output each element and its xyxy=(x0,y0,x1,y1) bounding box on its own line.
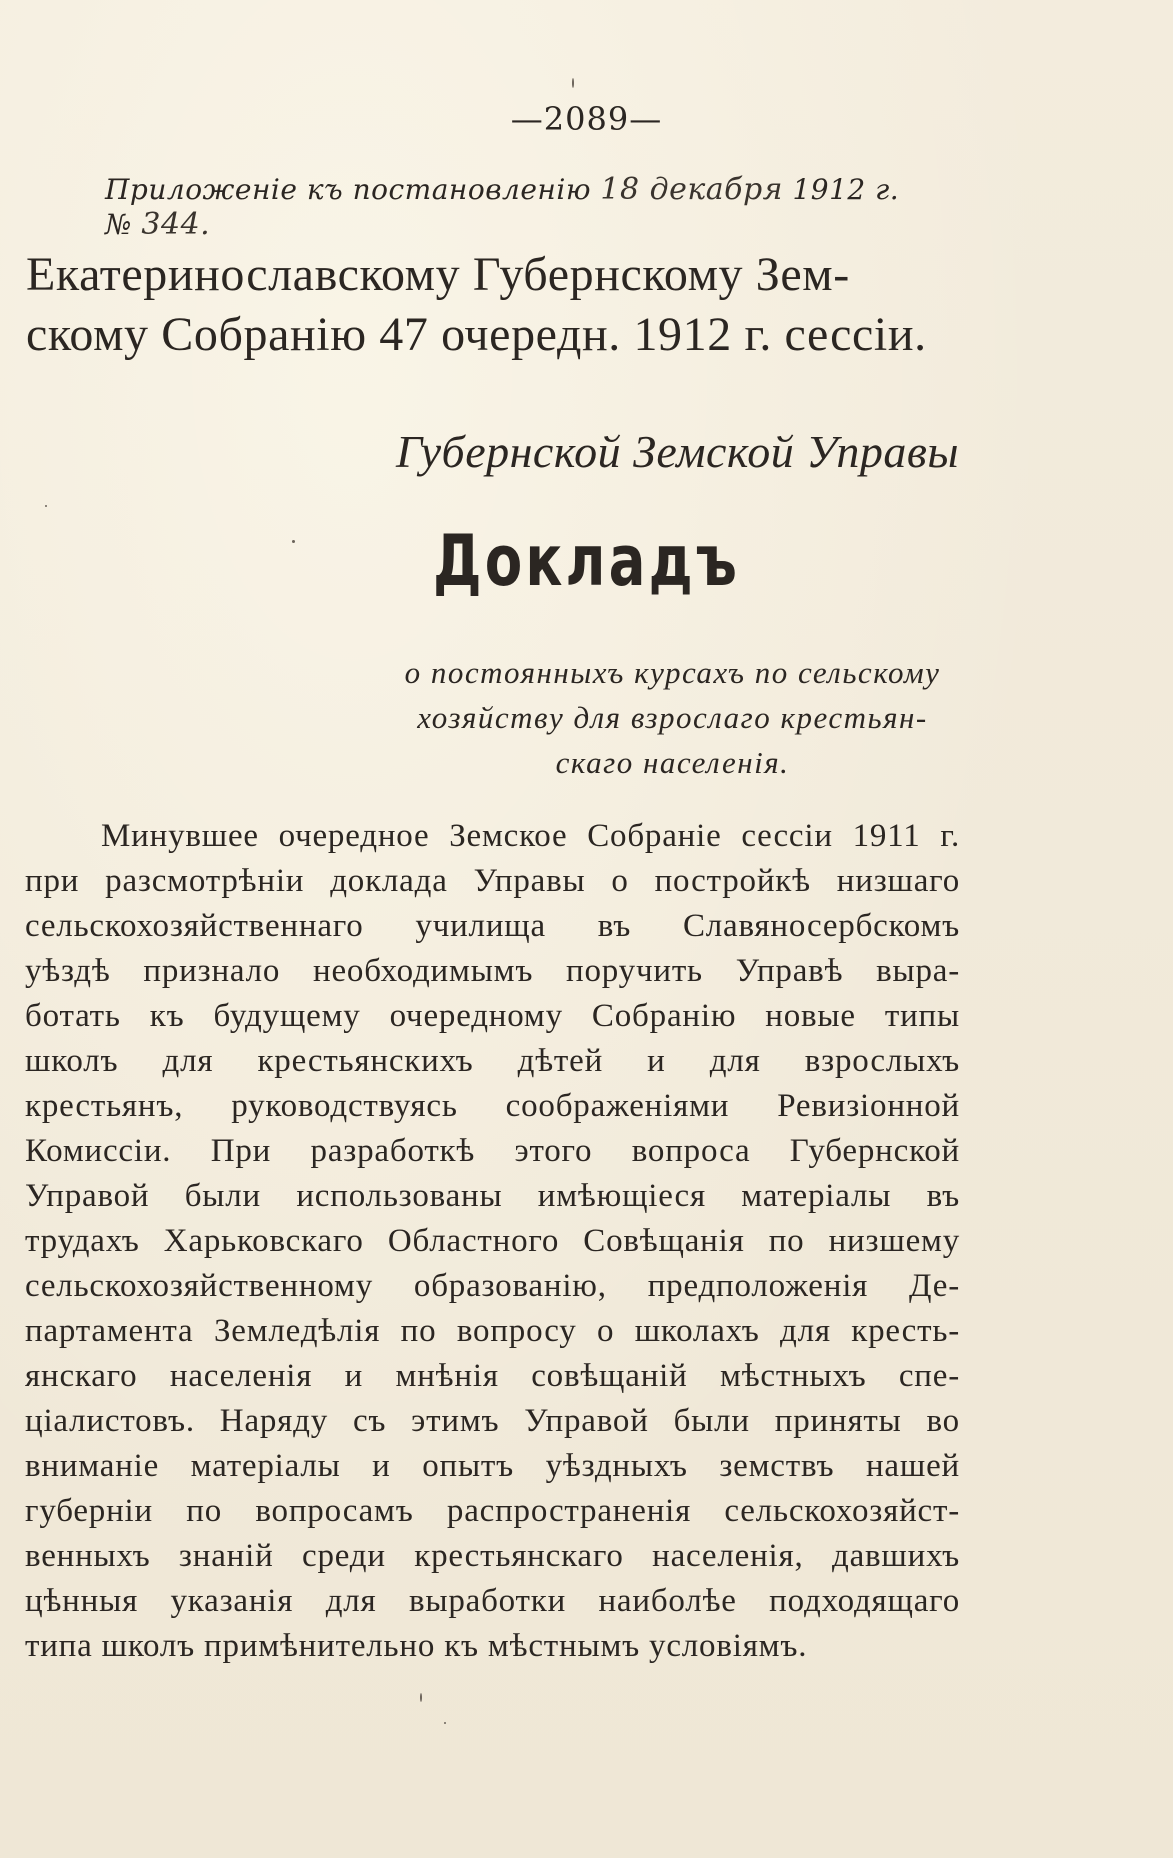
body-line: трудахъ Харьковскаго Областного Совѣщанiя по низшему xyxy=(25,1223,960,1259)
appendix-number-sign: № xyxy=(105,208,132,241)
body-line: при разсмотрѣнiи доклада Управы о постройкѣ низшаго xyxy=(25,863,960,899)
heading-line: Екатеринославскому Губернскому Зем- xyxy=(26,248,850,301)
paper-speck xyxy=(572,78,574,88)
body-paragraph xyxy=(25,814,960,1669)
appendix-year: 1912 г. xyxy=(792,173,900,206)
paper-speck xyxy=(45,505,47,507)
subject-line: хозяйству для взрослаго крестьян- xyxy=(417,700,928,735)
body-line: крестьянъ, руководствуясь соображенiями Ревизiонной xyxy=(25,1088,960,1124)
page-number: —2089— xyxy=(510,100,663,138)
body-line: типа школъ примѣнительно къ мѣстнымъ условiямъ. xyxy=(25,1628,808,1664)
body-line: Комиссiи. При разработкѣ этого вопроса Губернской xyxy=(25,1133,960,1169)
body-line: цѣнныя указанiя для выработки наиболѣе подходящаго xyxy=(25,1583,960,1619)
body-line: янскаго населенiя и мнѣнiя совѣщанiй мѣстныхъ спе- xyxy=(25,1358,960,1394)
subject-line: скаго населенiя. xyxy=(555,745,790,780)
authority-name: Губернской Земской Управы xyxy=(395,426,959,477)
appendix-date: 18 декабря xyxy=(600,172,784,207)
paper-speck xyxy=(444,1722,446,1724)
body-line: школъ для крестьянскихъ дѣтей и для взрослыхъ xyxy=(25,1043,960,1079)
paper-speck xyxy=(420,1693,422,1702)
document-heading xyxy=(26,245,971,365)
report-subject xyxy=(385,650,960,785)
body-line: ботать къ будущему очередному Собранiю новые типы xyxy=(25,998,960,1034)
body-line: венныхъ знанiй среди крестьянскаго населенiя, давшихъ xyxy=(25,1538,960,1574)
body-line: вниманiе матерiалы и опытъ уѣздныхъ земствъ нашей xyxy=(25,1448,960,1484)
body-line: партамента Земледѣлiя по вопросу о школахъ для кресть- xyxy=(25,1313,960,1349)
paper-speck xyxy=(292,540,295,543)
body-line: губернiи по вопросамъ распространенiя сельскохозяйст- xyxy=(25,1493,960,1529)
body-line: сельскохозяйственнаго училища въ Славяносербскомъ xyxy=(25,908,960,944)
appendix-printed-text: Приложенiе къ постановленiю xyxy=(105,173,591,206)
appendix-note xyxy=(105,172,935,242)
body-line: уѣздѣ признало необходимымъ поручить Управѣ выра- xyxy=(25,953,960,989)
heading-line: скому Собранiю 47 очередн. 1912 г. сессiи. xyxy=(26,308,927,361)
subject-line: о постоянныхъ курсахъ по сельскому xyxy=(404,655,941,690)
report-title: Докладъ xyxy=(432,520,741,602)
body-line: цiалистовъ. Наряду съ этимъ Управой были приняты во xyxy=(25,1403,960,1439)
appendix-number: 344. xyxy=(141,207,211,242)
body-line: Минувшее очередное Земское Собранiе сессiи 1911 г. xyxy=(101,818,960,854)
body-line: сельскохозяйственному образованiю, предположенiя Де- xyxy=(25,1268,960,1304)
body-line: Управой были использованы имѣющiеся матерiалы въ xyxy=(25,1178,960,1214)
